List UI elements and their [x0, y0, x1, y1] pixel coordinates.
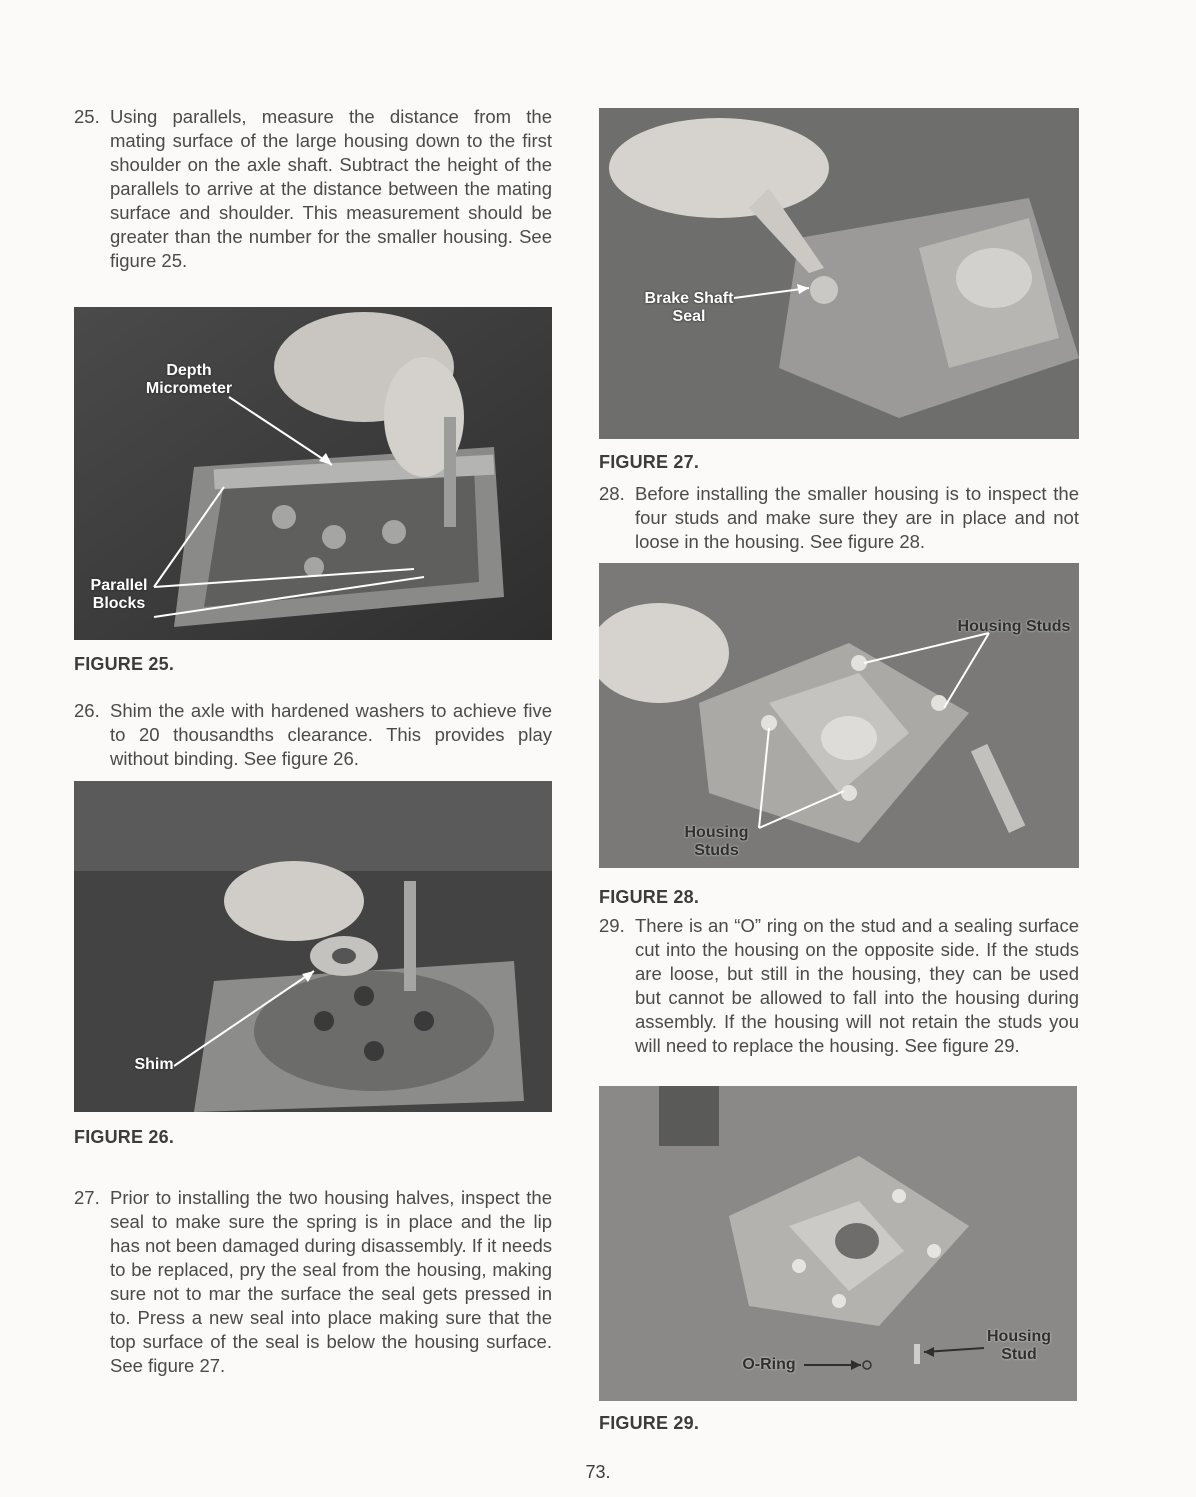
step-text: There is an “O” ring on the stud and a sealing surface cut into the housing on the opposite side. If the studs are loose, but still in the housing, they can be used but cannot be allowed to fall into the housing during assembly. If the housing will not retain the studs you will need to replace the housing. See figure 29.: [635, 915, 1079, 1056]
depth-micrometer-label: Depth Micrometer: [145, 362, 233, 397]
step-text: Shim the axle with hardened washers to achieve five to 20 thousandths clearance. This provides play without binding. See figure 26.: [110, 700, 552, 769]
figure-29-photo: [599, 1086, 1077, 1401]
step-25: [74, 105, 552, 273]
parallel-blocks-label: Parallel Blocks: [90, 577, 148, 612]
step-text: Prior to installing the two housing halves, inspect the seal to make sure the spring is in place and the lip has not been damaged during disassembly. If it needs to be replaced, pry the seal from the housing, making sure not to mar the surface the seal gets pressed in to. Press a new seal into place making sure that the top surface of the seal is below the housing surface. See figure 27.: [110, 1187, 552, 1376]
figure-25-photo: [74, 307, 552, 640]
figure-28-caption: FIGURE 28.: [599, 887, 700, 907]
figure-27-photo: [599, 108, 1079, 439]
step-28: [599, 482, 1079, 554]
step-27: [74, 1186, 552, 1378]
figure-27-caption: FIGURE 27.: [599, 452, 700, 472]
housing-stud-label: Housing Stud: [987, 1328, 1051, 1363]
step-number: 26.: [74, 700, 100, 721]
step-26: [74, 699, 552, 771]
page-number: 73.: [585, 1462, 611, 1482]
figure-27-image: [599, 108, 1079, 439]
figure-25-caption: FIGURE 25.: [74, 654, 175, 674]
step-number: 29.: [599, 915, 625, 936]
housing-studs-top-label: Housing Studs: [957, 618, 1071, 635]
housing-studs-bottom-label: Housing Studs: [684, 824, 749, 859]
step-29: [599, 914, 1079, 1058]
step-text: Using parallels, measure the distance from the mating surface of the large housing down to the first shoulder on the axle shaft. Subtract the height of the parallels to arrive at the distance between the mating surface and shoulder. This measurement should be greater than the number for the smaller housing. See figure 25.: [110, 106, 552, 271]
step-number: 27.: [74, 1187, 100, 1208]
step-text: Before installing the smaller housing is to inspect the four studs and make sure they are in place and not loose in the housing. See figure 28.: [635, 483, 1079, 552]
step-number: 25.: [74, 106, 100, 127]
figure-28-photo: [599, 563, 1079, 868]
figure-26-photo: [74, 781, 552, 1112]
shim-label: Shim: [134, 1056, 174, 1073]
figure-29-caption: FIGURE 29.: [599, 1413, 700, 1433]
figure-26-caption: FIGURE 26.: [74, 1127, 175, 1147]
brake-shaft-seal-label: Brake Shaft Seal: [644, 290, 734, 325]
step-number: 28.: [599, 483, 625, 504]
figure-28-image: [599, 563, 1079, 868]
o-ring-label: O-Ring: [742, 1356, 796, 1373]
